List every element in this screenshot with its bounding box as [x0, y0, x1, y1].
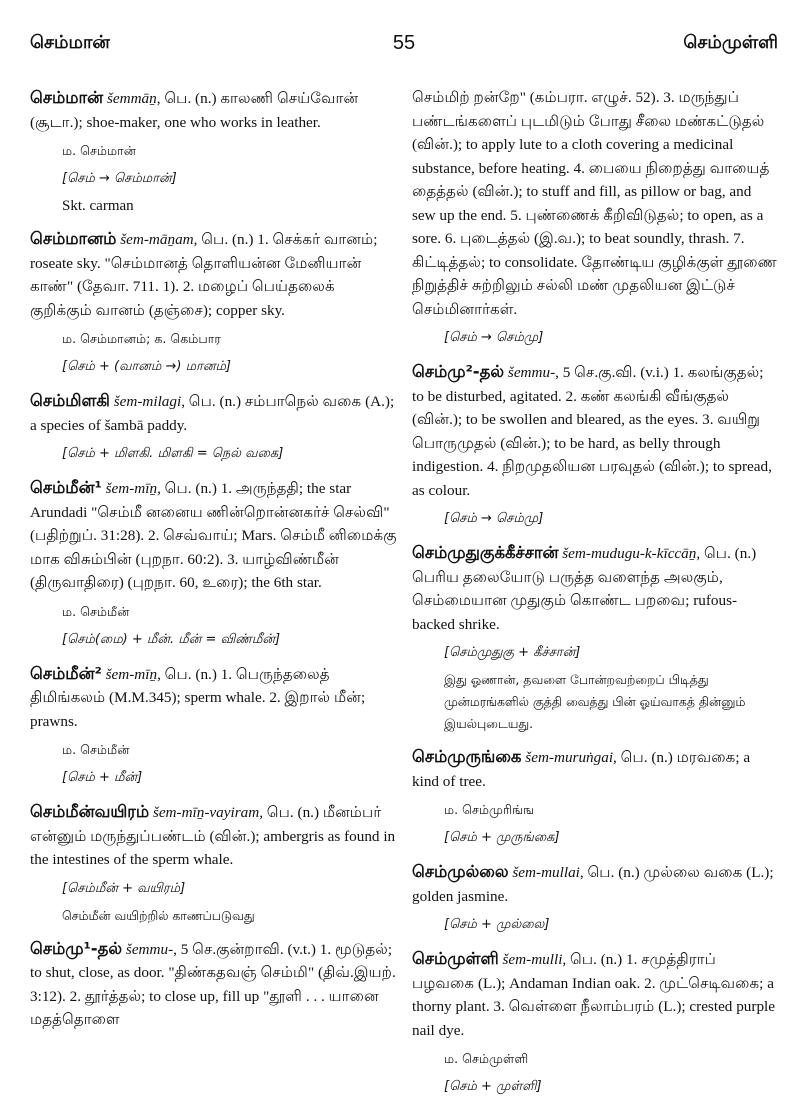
header-left-guideword: செம்மான் — [30, 32, 110, 53]
cognate: ம. செம்மீன் — [62, 603, 130, 619]
etymology: [செம்மீன் + வயிரம்] — [62, 880, 186, 896]
note: செம்மீன் வயிற்றில் காணப்படுவது — [62, 907, 255, 923]
transliteration: šem-mīṉ — [105, 665, 158, 683]
transliteration: šemmu- — [125, 940, 174, 958]
headword: செம்மீன்² — [30, 663, 102, 683]
entry-semmulli — [412, 947, 778, 1042]
cognate: ம. செம்மானம்; க. கெம்பார — [62, 331, 221, 346]
etymology: [செம் + முருங்கை] — [444, 830, 560, 845]
left-column — [30, 86, 400, 1036]
entry-semmullai — [412, 860, 778, 908]
header-right-guideword: செம்முள்ளி — [683, 32, 778, 53]
etymology: [செம் + மீன்] — [62, 770, 143, 785]
cognate: ம. செம்முரிங்ங — [444, 802, 535, 817]
entry-semmurungai — [412, 745, 778, 793]
headword: செம்மீன்¹ — [30, 478, 102, 497]
transliteration: šemmāṉ — [106, 90, 157, 107]
definition: , பெ. (n.) 1. சமுத்திராப் பழவகை (L.); Andaman Indian oak. 2. முட்செடிவகை; a thorny plant. 3. வெள்ளை நீலாம்பரம் (L.); crested purple nail dye. — [412, 951, 775, 1039]
definition: , பெ. (n.) மரவகை; a kind of tree. — [412, 749, 751, 790]
headword: செம்முள்ளி — [412, 949, 499, 968]
definition: , பெ. (n.) 1. அருந்ததி; the star Arundadi "செம்மீ னனைய ணின்றொன்னகர்ச் செல்வி" (பதிற்றுப். 31:28). 2. செவ்வாய்; Mars. செம்மீ னிமைக்கு மாக விசும்பின் (புறநா. 60:2). 3. யாழ்விண்மீன் (திருவாதிரை) (புறநா. 60, உரை); the 6th star. — [30, 480, 397, 591]
page-header — [30, 32, 778, 58]
cognate: ம. செம்மீன் — [62, 742, 130, 757]
definition: , பெ. (n.) மீனம்பர் என்னும் மருந்துப்பண்டம் (வின்.); ambergris as found in the intestines of the sperm whale. — [30, 804, 396, 868]
entry-semmilagi — [30, 389, 400, 437]
headword: செம்மானம் — [30, 229, 117, 248]
transliteration: šem-milagi — [113, 393, 182, 410]
definition: , 5 செ.கு.வி. (v.i.) 1. கலங்குதல்; to be disturbed, agitated. 2. கண் கலங்கி வீங்குதல் (வின்.); to be swollen and bleared, as the eyes. 3. வயிறு பொருமுதல் (வின்.); to be hard, as belly through indigestion. 4. நிறமுதலியன பரவுதல் (வின்.); to spread, as colour. — [412, 364, 772, 499]
entry-semmu-1 — [30, 937, 400, 1032]
transliteration: šem-māṉam — [120, 231, 194, 248]
definition: , பெ. (n.) 1. செக்கர் வானம்; roseate sky. "செம்மானத் தொளியன்ன மேனியான் காண்" (தேவா. 711. 1). 2. மழைப் பெய்தலைக் குறிக்கும் வானம் (தஞ்சை); copper sky. — [30, 231, 378, 319]
definition: , பெ. (n.) பெரிய தலையோடு பருத்த வளைந்த அலகும், செம்மையான முதுகும் கொண்ட பறவை; rufous-backed shrike. — [412, 545, 757, 633]
transliteration: šem-mullai — [512, 864, 580, 881]
note: இது ஓணான், தவளை போன்றவற்றைப் பிடித்து முன்மரங்களில் குத்தி வைத்து பின் ஓய்வாகத் தின்னும் இயல்புடையது. — [444, 672, 746, 731]
etymology: [செம் + முல்லை] — [444, 917, 550, 932]
entry-semmin-1 — [30, 476, 400, 595]
transliteration: šemmu- — [507, 364, 556, 381]
etymology: [செம் → செம்மு] — [444, 330, 544, 345]
entry-semman — [30, 86, 400, 134]
entry-semmudugu-kkiccan — [412, 541, 778, 636]
headword: செம்மிளகி — [30, 391, 110, 410]
definition: , பெ. (n.) சம்பாநெல் வகை (A.); a species of šambā paddy. — [30, 393, 395, 434]
transliteration: šem-mudugu-k-kīccāṉ — [562, 545, 697, 562]
etymology: [செம்(மை) + மீன். மீன் = விண்மீன்] — [62, 631, 281, 647]
headword: செம்மு¹-தல் — [30, 938, 123, 958]
etymology: [செம் + மிளகி. மிளகி = நெல் வகை] — [62, 446, 284, 461]
definition: , பெ. (n.) முல்லை வகை (L.); golden jasmine. — [412, 864, 774, 905]
entry-semmu-2 — [412, 360, 778, 502]
cognate: ம. செம்மான் — [62, 143, 136, 158]
headword: செம்முதுகுக்கீச்சான் — [412, 543, 559, 562]
entry-continuation: செம்மிற் றன்றே" (கம்பரா. எழுச். 52). 3. மருந்துப் பண்டங்களைப் புடமிடும் போது சீலை மண்கட்டுதல் (வின்.); to apply lute to a cloth covering a medicinal substance, before heating. 4. பையை நிறைத்து வாயைத் தைத்தல் (வின்.); to stuff and fill, as pillow or bag, and sew up the end. 5. புண்ணைக் கீறிவிடுதல்; to open, as a sore. 6. புடைத்தல் (இ.வ.); to beat soundly, thrash. 7. கிட்டித்தல்; to consolidate. தோண்டிய குழிக்குள் தூணை நிறுத்திச் சுற்றிலும் சல்லி மண் முதலியன இட்டுச் செம்மினார்கள். — [412, 89, 777, 318]
entry-semmin-vayiram — [30, 800, 400, 872]
etymology: [செம் → செம்மு] — [444, 511, 544, 526]
definition: , 5 செ.குன்றாவி. (v.t.) 1. மூடுதல்; to shut, close, as door. "திண்கதவஞ் செம்மி" (திவ்.இயற். 3:12). 2. தூர்த்தல்; to close up, fill up "தூளி . . . யானை மதத்தொளை — [30, 940, 396, 1028]
note: Skt. carman — [62, 198, 134, 214]
definition: , பெ. (n.) காலணி செய்வோன் (சூடா.); shoe-maker, one who works in leather. — [30, 90, 359, 131]
transliteration: šem-mīṉ — [105, 480, 158, 497]
etymology: [செம்முதுகு + கீச்சான்] — [444, 645, 581, 660]
cognate: ம. செம்முள்ளி — [444, 1051, 529, 1066]
page-number: 55 — [392, 32, 416, 54]
entry-semmin-2 — [30, 662, 400, 734]
headword: செம்மு²-தல் — [412, 362, 505, 381]
transliteration: šem-mulli — [502, 951, 563, 968]
right-column — [412, 86, 778, 1103]
headword: செம்முல்லை — [412, 862, 509, 881]
entry-semmanam — [30, 227, 400, 322]
definition: , பெ. (n.) 1. பெருந்தலைத் திமிங்கலம் (M.M.345); sperm whale. 2. இறால் மீன்; prawns. — [30, 665, 366, 730]
transliteration: šem-muruṅgai — [525, 749, 614, 766]
transliteration: šem-mīṉ-vayiram — [152, 804, 260, 821]
etymology: [செம் → செம்மான்] — [62, 171, 177, 186]
etymology: [செம் + முள்ளி] — [444, 1079, 542, 1094]
headword: செம்முருங்கை — [412, 747, 522, 766]
headword: செம்மான் — [30, 88, 104, 107]
headword: செம்மீன்வயிரம் — [30, 802, 150, 821]
etymology: [செம் + (வானம் →) மானம்] — [62, 359, 231, 374]
